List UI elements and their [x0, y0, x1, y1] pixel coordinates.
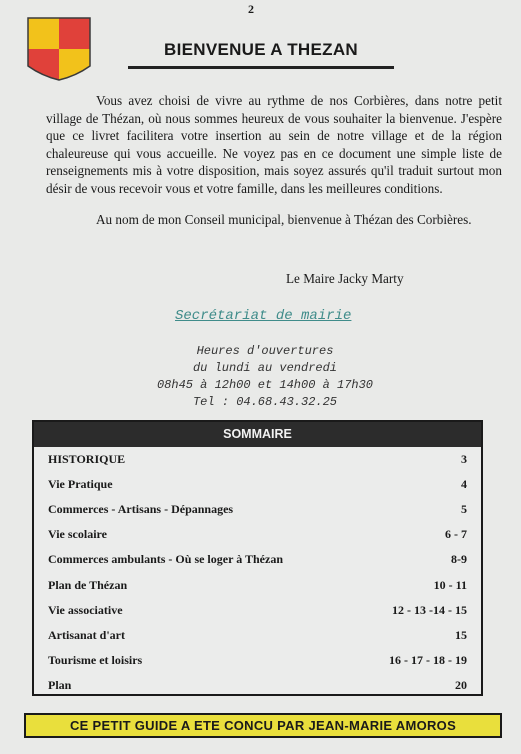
toc-row — [34, 648, 481, 673]
phone-line: Tel : 04.68.43.32.25 — [192, 395, 338, 409]
secretariat-heading: Secrétariat de mairie — [175, 308, 352, 324]
toc-page: 20 — [455, 677, 467, 692]
toc-label: HISTORIQUE — [48, 452, 126, 467]
toc-label: Vie Pratique — [48, 477, 113, 492]
toc-page: 15 — [455, 627, 467, 642]
hours-line: du lundi au vendredi — [192, 361, 338, 375]
toc-row — [34, 623, 481, 648]
intro-text — [46, 92, 502, 243]
page-number: 2 — [248, 2, 254, 16]
title-underline — [128, 66, 394, 69]
toc-page: 6 - 7 — [445, 527, 467, 542]
toc-row — [34, 497, 481, 522]
opening-hours — [120, 343, 410, 411]
hours-line: 08h45 à 12h00 et 14h00 à 17h30 — [156, 378, 374, 392]
toc-page: 4 — [461, 477, 467, 492]
toc-header: SOMMAIRE — [34, 422, 481, 447]
page-title: BIENVENUE A THEZAN — [164, 40, 358, 59]
toc-page: 16 - 17 - 18 - 19 — [389, 652, 467, 667]
toc-row — [34, 598, 481, 623]
coat-of-arms-icon — [26, 16, 92, 82]
toc-label: Commerces - Artisans - Dépannages — [48, 502, 234, 517]
mayor-signature: Le Maire Jacky Marty — [286, 271, 404, 286]
toc-label: Plan — [48, 677, 72, 692]
toc-label: Plan de Thézan — [48, 577, 128, 592]
toc-row — [34, 522, 481, 547]
toc-label: Tourisme et loisirs — [48, 652, 143, 667]
toc-row — [34, 472, 481, 497]
toc-page: 10 - 11 — [433, 577, 467, 592]
toc-page: 8-9 — [451, 552, 467, 567]
toc-row — [34, 447, 481, 472]
toc-page: 5 — [461, 502, 467, 517]
toc-page: 3 — [461, 452, 467, 467]
intro-paragraph: Au nom de mon Conseil municipal, bienvenue à Thézan des Corbières. — [96, 212, 472, 227]
toc-row — [34, 547, 481, 572]
toc-row — [34, 673, 481, 698]
table-of-contents — [32, 420, 483, 696]
toc-label: Artisanat d'art — [48, 627, 125, 642]
toc-label: Vie associative — [48, 602, 123, 617]
toc-label: Vie scolaire — [48, 527, 107, 542]
intro-paragraph: Vous avez choisi de vivre au rythme de nos Corbières, dans notre petit village de Thézan, où nous sommes heureux de vous souhaiter la bienvenue. J'espère que ce livret facilitera votre insertion au sein de notre village et de la région chaleureuse qui vous accueille. Ne voyez pas en ce document une simple liste de renseignements mis à votre disposition, mais soyez assurés qu'il traduit surtout mon désir de vous recevoir vous et votre famille, dans les meilleures conditions. — [46, 93, 502, 196]
toc-row — [34, 572, 481, 597]
hours-line: Heures d'ouvertures — [196, 344, 334, 358]
toc-label: Commerces ambulants - Où se loger à Thézan — [48, 552, 283, 567]
toc-page: 12 - 13 -14 - 15 — [392, 602, 467, 617]
footer-banner: CE PETIT GUIDE A ETE CONCU PAR JEAN-MARIE AMOROS — [24, 713, 502, 738]
